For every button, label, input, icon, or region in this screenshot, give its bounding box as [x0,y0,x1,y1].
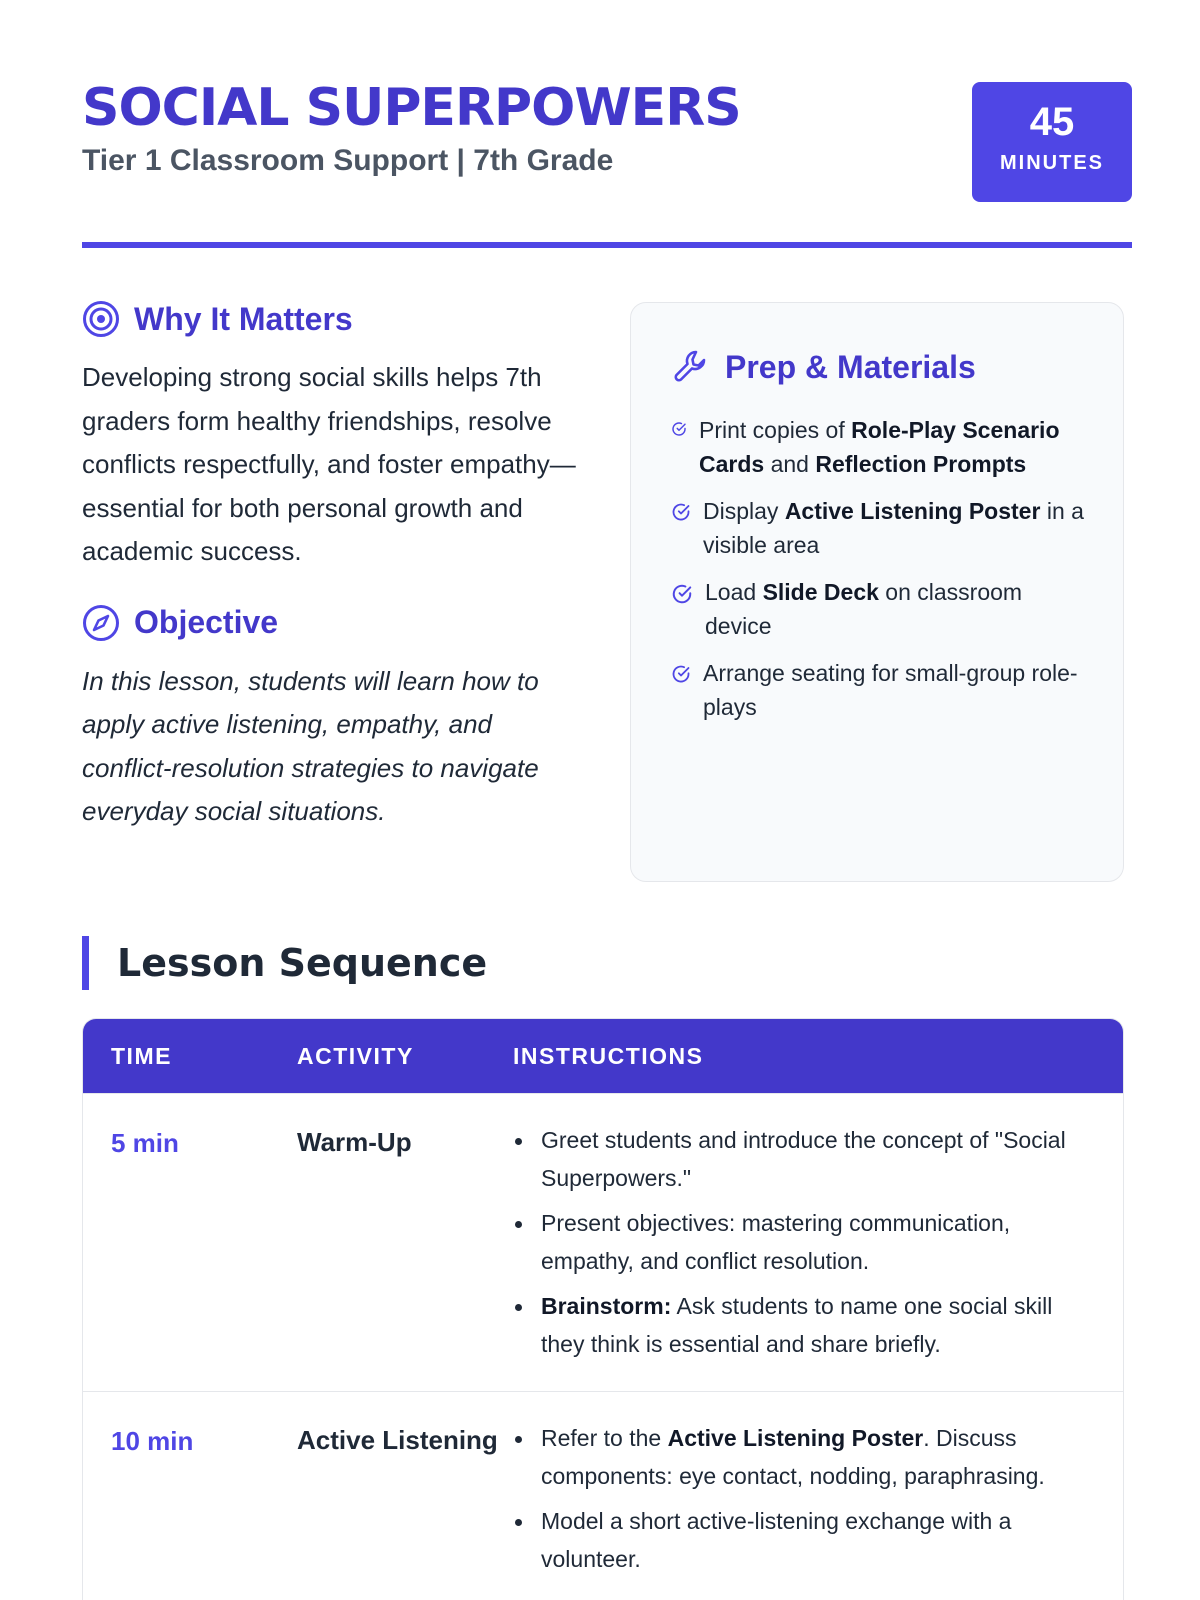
sequence-section-heading [82,936,487,990]
prep-item [671,575,1085,643]
prep-section-heading [671,347,1085,387]
prep-item [671,656,1085,724]
instruction-item [513,1122,1099,1197]
check-circle-icon [671,502,691,522]
check-circle-icon [671,583,693,605]
bold-text: Active Listening Poster [784,498,1041,524]
text-span: . Discuss components: eye contact, nodding, paraphrasing. [541,1425,1045,1489]
check-circle-icon [671,421,687,437]
column-header-instructions: INSTRUCTIONS [513,1042,704,1069]
row-instructions [513,1420,1123,1586]
row-activity: Warm-Up [297,1127,412,1157]
prep-item-text [699,413,1085,481]
lesson-header [82,80,1132,178]
row-time: 5 min [111,1128,179,1158]
text-span: Refer to the [541,1425,668,1451]
wrench-icon [671,347,711,387]
text-span: Model a short active-listening exchange with a volunteer. [541,1508,1012,1572]
check-circle-icon [671,664,691,684]
objective-section-heading [82,604,582,642]
prep-item [671,413,1085,481]
text-span: Display [703,498,785,524]
column-header-time: TIME [111,1042,172,1069]
text-span: Present objectives: mastering communication, empathy, and conflict resolution. [541,1210,1011,1274]
why-text: Developing strong social skills helps 7th graders form healthy friendships, resolve conflicts respectfully, and foster empathy—essential for both personal growth and academic success. [82,362,576,566]
text-span: Greet students and introduce the concept of "Social Superpowers." [541,1127,1066,1191]
prep-item-text [703,494,1085,562]
objective-heading: Objective [134,604,279,640]
table-header [83,1019,1123,1093]
text-span: Print copies of [699,417,852,443]
table-row [83,1391,1123,1600]
instruction-item [513,1420,1099,1495]
row-activity: Active Listening [297,1425,498,1455]
prep-item-text [703,656,1085,724]
duration-badge [972,82,1132,202]
row-time: 10 min [111,1426,194,1456]
prep-heading: Prep & Materials [725,348,976,385]
compass-icon [82,604,120,642]
text-span: Ask students to name one social skill they think is essential and share briefly. [541,1293,1053,1357]
bold-text: Active Listening Poster [667,1425,924,1451]
bold-text: Brainstorm: [541,1293,672,1319]
why-section-heading [82,300,582,338]
prep-list [671,413,1085,724]
table-row [83,1093,1123,1391]
instruction-item [513,1503,1099,1578]
header-divider [82,242,1132,248]
prep-item-text [705,575,1085,643]
text-span: on classroom device [705,579,1023,639]
prep-materials-card [630,302,1124,882]
text-span: in a visible area [703,498,1084,558]
duration-unit: MINUTES [1000,152,1104,174]
target-icon [82,300,120,338]
row-instructions [513,1122,1123,1371]
objective-text: In this lesson, students will learn how to apply active listening, empathy, and conflict-resolution strategies to navigate everyday social situations. [82,665,539,826]
bold-text: Role-Play Scenario Cards [699,417,1060,477]
lesson-sequence-table [82,1018,1124,1600]
duration-value: 45 [1029,100,1075,144]
bold-text: Reflection Prompts [815,451,1027,477]
text-span: and [764,451,816,477]
instruction-item [513,1205,1099,1280]
column-header-activity: ACTIVITY [297,1042,414,1069]
table-body [83,1093,1123,1600]
instruction-item [513,1288,1099,1363]
prep-item [671,494,1085,562]
why-heading: Why It Matters [134,300,353,337]
bold-text: Slide Deck [762,579,879,605]
page-subtitle: Tier 1 Classroom Support | 7th Grade [82,144,614,177]
text-span: Load [705,579,763,605]
left-column [82,300,582,834]
page-title: SOCIAL SUPERPOWERS [82,78,741,138]
text-span: Arrange seating for small-group role-plays [703,660,1078,720]
sequence-heading: Lesson Sequence [117,941,488,985]
